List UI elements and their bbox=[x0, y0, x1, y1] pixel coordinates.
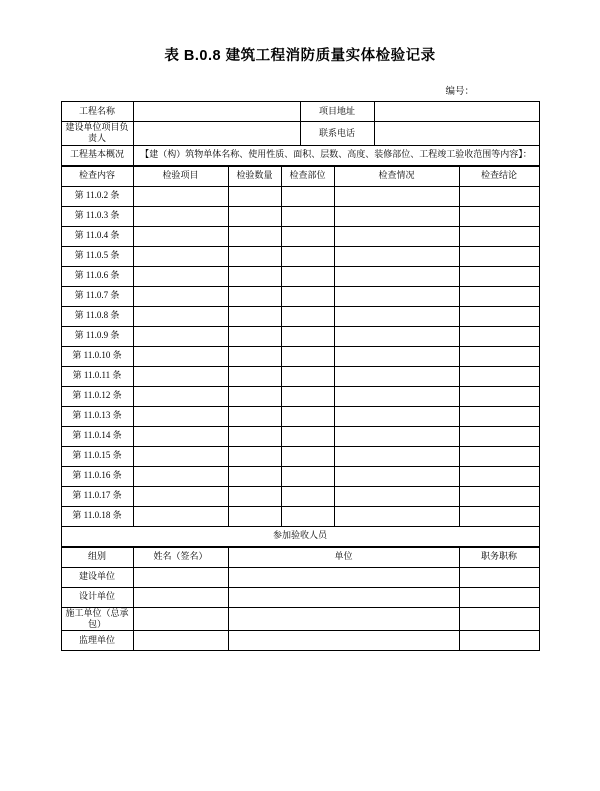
row-situation[interactable] bbox=[334, 506, 459, 526]
row-item[interactable] bbox=[133, 226, 228, 246]
row-conclusion[interactable] bbox=[459, 426, 539, 446]
participant-group: 设计单位 bbox=[61, 587, 133, 607]
row-situation[interactable] bbox=[334, 266, 459, 286]
contact-phone-field[interactable] bbox=[374, 122, 539, 146]
row-conclusion[interactable] bbox=[459, 286, 539, 306]
row-situation[interactable] bbox=[334, 206, 459, 226]
row-quantity[interactable] bbox=[228, 426, 281, 446]
row-situation[interactable] bbox=[334, 306, 459, 326]
row-situation[interactable] bbox=[334, 346, 459, 366]
row-location[interactable] bbox=[281, 206, 334, 226]
table-row bbox=[61, 631, 539, 651]
table-row bbox=[61, 406, 539, 426]
row-quantity[interactable] bbox=[228, 226, 281, 246]
row-content: 第 11.0.12 条 bbox=[61, 386, 133, 406]
row-location[interactable] bbox=[281, 266, 334, 286]
table-row bbox=[61, 386, 539, 406]
row-location[interactable] bbox=[281, 326, 334, 346]
row-content: 第 11.0.16 条 bbox=[61, 466, 133, 486]
row-quantity[interactable] bbox=[228, 446, 281, 466]
row-item[interactable] bbox=[133, 426, 228, 446]
owner-leader-field[interactable] bbox=[133, 122, 300, 146]
table-row bbox=[61, 567, 539, 587]
table-row bbox=[61, 607, 539, 631]
row-conclusion[interactable] bbox=[459, 246, 539, 266]
col-header-item: 检验项目 bbox=[133, 166, 228, 186]
row-situation[interactable] bbox=[334, 486, 459, 506]
row-conclusion[interactable] bbox=[459, 386, 539, 406]
table-row bbox=[61, 246, 539, 266]
row-item[interactable] bbox=[133, 366, 228, 386]
row-item[interactable] bbox=[133, 446, 228, 466]
participants-table bbox=[61, 547, 540, 652]
row-item[interactable] bbox=[133, 326, 228, 346]
row-content: 第 11.0.10 条 bbox=[61, 346, 133, 366]
table-row bbox=[61, 122, 539, 146]
row-quantity[interactable] bbox=[228, 466, 281, 486]
col-header-location: 检查部位 bbox=[281, 166, 334, 186]
participant-name[interactable] bbox=[133, 567, 228, 587]
row-location[interactable] bbox=[281, 446, 334, 466]
row-item[interactable] bbox=[133, 266, 228, 286]
row-quantity[interactable] bbox=[228, 366, 281, 386]
row-quantity[interactable] bbox=[228, 306, 281, 326]
row-location[interactable] bbox=[281, 466, 334, 486]
row-conclusion[interactable] bbox=[459, 226, 539, 246]
overview-label: 工程基本概况 bbox=[61, 145, 133, 165]
table-row bbox=[61, 587, 539, 607]
project-name-label: 工程名称 bbox=[61, 102, 133, 122]
table-row bbox=[61, 306, 539, 326]
row-content: 第 11.0.3 条 bbox=[61, 206, 133, 226]
row-conclusion[interactable] bbox=[459, 206, 539, 226]
row-conclusion[interactable] bbox=[459, 406, 539, 426]
row-quantity[interactable] bbox=[228, 346, 281, 366]
project-address-field[interactable] bbox=[374, 102, 539, 122]
row-situation[interactable] bbox=[334, 446, 459, 466]
row-situation[interactable] bbox=[334, 386, 459, 406]
participant-group: 建设单位 bbox=[61, 567, 133, 587]
row-location[interactable] bbox=[281, 406, 334, 426]
row-item[interactable] bbox=[133, 206, 228, 226]
row-quantity[interactable] bbox=[228, 266, 281, 286]
row-item[interactable] bbox=[133, 286, 228, 306]
table-row bbox=[61, 426, 539, 446]
row-item[interactable] bbox=[133, 466, 228, 486]
row-content: 第 11.0.13 条 bbox=[61, 406, 133, 426]
table-row bbox=[61, 145, 539, 165]
table-row bbox=[61, 326, 539, 346]
table-row bbox=[61, 346, 539, 366]
row-location[interactable] bbox=[281, 366, 334, 386]
col-header-conclusion: 检查结论 bbox=[459, 166, 539, 186]
row-situation[interactable] bbox=[334, 246, 459, 266]
row-quantity[interactable] bbox=[228, 286, 281, 306]
row-content: 第 11.0.15 条 bbox=[61, 446, 133, 466]
col-header-name: 姓名（签名） bbox=[133, 547, 228, 567]
serial-label: 编号： bbox=[445, 87, 474, 97]
row-content: 第 11.0.17 条 bbox=[61, 486, 133, 506]
row-location[interactable] bbox=[281, 306, 334, 326]
row-situation[interactable] bbox=[334, 186, 459, 206]
project-address-label: 项目地址 bbox=[300, 102, 374, 122]
col-header-situation: 检查情况 bbox=[334, 166, 459, 186]
participants-section-row bbox=[61, 526, 539, 546]
col-header-group: 组别 bbox=[61, 547, 133, 567]
row-situation[interactable] bbox=[334, 226, 459, 246]
table-header-row bbox=[61, 166, 539, 186]
row-quantity[interactable] bbox=[228, 246, 281, 266]
table-row bbox=[61, 186, 539, 206]
row-item[interactable] bbox=[133, 186, 228, 206]
col-header-unit: 单位 bbox=[228, 547, 459, 567]
row-conclusion[interactable] bbox=[459, 466, 539, 486]
row-location[interactable] bbox=[281, 226, 334, 246]
overview-note-field[interactable]: 【建（构）筑物单体名称、使用性质、面积、层数、高度、装修部位、工程竣工验收范围等内容】： bbox=[133, 145, 539, 165]
table-row bbox=[61, 206, 539, 226]
row-quantity[interactable] bbox=[228, 186, 281, 206]
contact-phone-label: 联系电话 bbox=[300, 122, 374, 146]
table-row bbox=[61, 486, 539, 506]
row-content: 第 11.0.6 条 bbox=[61, 266, 133, 286]
serial-number-row bbox=[0, 83, 540, 97]
row-content: 第 11.0.4 条 bbox=[61, 226, 133, 246]
row-content: 第 11.0.8 条 bbox=[61, 306, 133, 326]
row-quantity[interactable] bbox=[228, 206, 281, 226]
page-title: 表 B.0.8 建筑工程消防质量实体检验记录 bbox=[164, 48, 436, 64]
row-quantity[interactable] bbox=[228, 486, 281, 506]
row-conclusion[interactable] bbox=[459, 446, 539, 466]
col-header-title: 职务职称 bbox=[459, 547, 539, 567]
row-item[interactable] bbox=[133, 506, 228, 526]
participant-title[interactable] bbox=[459, 567, 539, 587]
row-content: 第 11.0.14 条 bbox=[61, 426, 133, 446]
participant-group: 施工单位（总承包） bbox=[61, 607, 133, 631]
row-conclusion[interactable] bbox=[459, 306, 539, 326]
row-location[interactable] bbox=[281, 426, 334, 446]
row-quantity[interactable] bbox=[228, 386, 281, 406]
table-row bbox=[61, 102, 539, 122]
row-situation[interactable] bbox=[334, 426, 459, 446]
row-item[interactable] bbox=[133, 246, 228, 266]
participant-name[interactable] bbox=[133, 631, 228, 651]
table-row bbox=[61, 366, 539, 386]
row-content: 第 11.0.7 条 bbox=[61, 286, 133, 306]
row-conclusion[interactable] bbox=[459, 346, 539, 366]
row-content: 第 11.0.9 条 bbox=[61, 326, 133, 346]
table-row bbox=[61, 466, 539, 486]
row-situation[interactable] bbox=[334, 466, 459, 486]
participant-title[interactable] bbox=[459, 607, 539, 631]
row-quantity[interactable] bbox=[228, 326, 281, 346]
row-situation[interactable] bbox=[334, 366, 459, 386]
row-item[interactable] bbox=[133, 346, 228, 366]
table-row bbox=[61, 266, 539, 286]
row-item[interactable] bbox=[133, 306, 228, 326]
row-location[interactable] bbox=[281, 346, 334, 366]
participant-unit[interactable] bbox=[228, 567, 459, 587]
row-situation[interactable] bbox=[334, 286, 459, 306]
row-quantity[interactable] bbox=[228, 406, 281, 426]
row-content: 第 11.0.2 条 bbox=[61, 186, 133, 206]
table-header-row bbox=[61, 547, 539, 567]
participant-title[interactable] bbox=[459, 587, 539, 607]
participant-unit[interactable] bbox=[228, 607, 459, 631]
col-header-content: 检查内容 bbox=[61, 166, 133, 186]
row-situation[interactable] bbox=[334, 326, 459, 346]
row-location[interactable] bbox=[281, 506, 334, 526]
row-content: 第 11.0.11 条 bbox=[61, 366, 133, 386]
table-row bbox=[61, 506, 539, 526]
row-content: 第 11.0.18 条 bbox=[61, 506, 133, 526]
row-quantity[interactable] bbox=[228, 506, 281, 526]
row-conclusion[interactable] bbox=[459, 266, 539, 286]
col-header-quantity: 检验数量 bbox=[228, 166, 281, 186]
row-item[interactable] bbox=[133, 486, 228, 506]
row-item[interactable] bbox=[133, 406, 228, 426]
participant-name[interactable] bbox=[133, 607, 228, 631]
table-row bbox=[61, 226, 539, 246]
row-item[interactable] bbox=[133, 386, 228, 406]
row-content: 第 11.0.5 条 bbox=[61, 246, 133, 266]
table-row bbox=[61, 446, 539, 466]
participant-unit[interactable] bbox=[228, 587, 459, 607]
row-conclusion[interactable] bbox=[459, 366, 539, 386]
header-info-table bbox=[61, 101, 540, 166]
row-location[interactable] bbox=[281, 286, 334, 306]
row-conclusion[interactable] bbox=[459, 186, 539, 206]
project-name-field[interactable] bbox=[133, 102, 300, 122]
table-row bbox=[61, 286, 539, 306]
row-location[interactable] bbox=[281, 386, 334, 406]
row-location[interactable] bbox=[281, 486, 334, 506]
row-conclusion[interactable] bbox=[459, 486, 539, 506]
row-conclusion[interactable] bbox=[459, 506, 539, 526]
row-situation[interactable] bbox=[334, 406, 459, 426]
inspection-table bbox=[61, 166, 540, 547]
row-location[interactable] bbox=[281, 186, 334, 206]
participant-group: 监理单位 bbox=[61, 631, 133, 651]
participant-title[interactable] bbox=[459, 631, 539, 651]
owner-leader-label: 建设单位项目负责人 bbox=[61, 122, 133, 146]
participants-section-title: 参加验收人员 bbox=[61, 526, 539, 546]
row-location[interactable] bbox=[281, 246, 334, 266]
participant-unit[interactable] bbox=[228, 631, 459, 651]
participant-name[interactable] bbox=[133, 587, 228, 607]
row-conclusion[interactable] bbox=[459, 326, 539, 346]
